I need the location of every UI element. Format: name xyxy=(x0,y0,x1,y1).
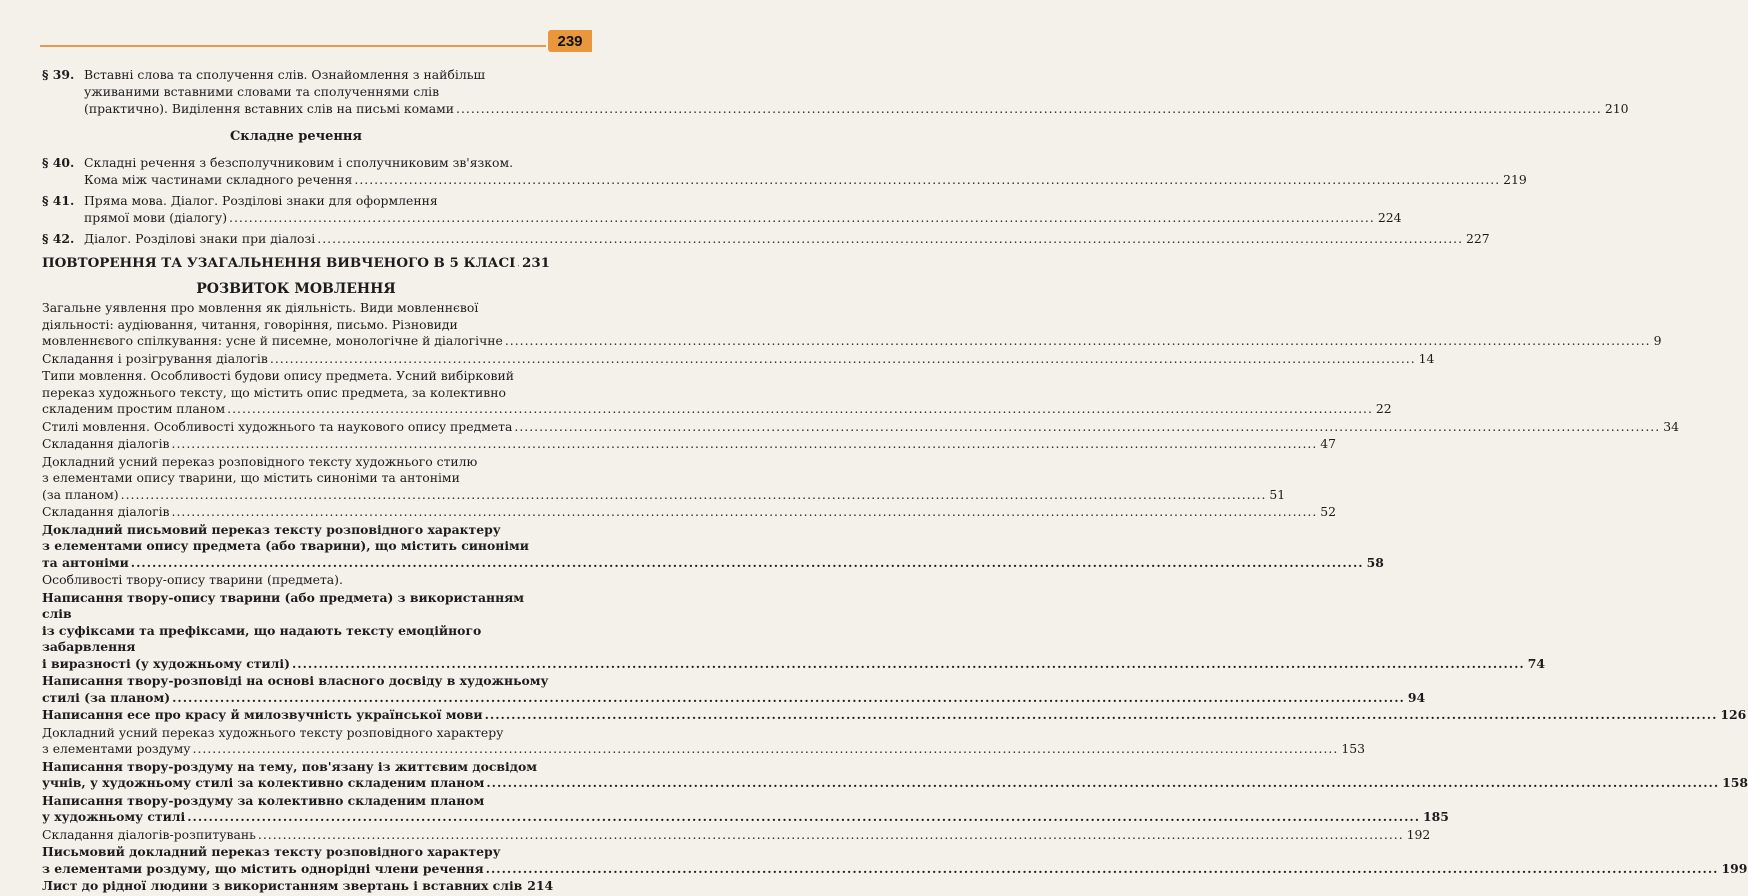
section-page: 219 xyxy=(1503,172,1527,187)
entry-page: 94 xyxy=(1407,689,1426,705)
toc-entry[interactable] xyxy=(42,589,1545,673)
entry-page: 214 xyxy=(527,878,554,893)
entry-line: Написання твору-розповіді на основі власного досвіду в художньому xyxy=(42,673,549,688)
entry-text: учнів, у художньому стилі за колективно складеним планом xyxy=(42,775,485,790)
entry-last-line xyxy=(42,418,1679,436)
section-line: Пряма мова. Діалог. Розділові знаки для оформлення xyxy=(84,193,438,208)
entry-last-line xyxy=(42,572,550,589)
section-text: Кома між частинами складного речення xyxy=(84,172,353,187)
entry-text: Лист до рідної людини з використанням звертань і вставних слів xyxy=(42,878,523,893)
toc-entry[interactable] xyxy=(42,707,1747,724)
toc-section[interactable] xyxy=(42,66,1629,117)
section-last-line xyxy=(84,230,1490,247)
section-page: 210 xyxy=(1604,101,1629,116)
toc-entry[interactable] xyxy=(42,504,1337,521)
header-rule xyxy=(40,45,546,47)
toc-section[interactable] xyxy=(42,192,1402,226)
leader-dots xyxy=(485,707,1718,724)
entry-line: Написання твору-роздуму на тему, пов'язану із життєвим досвідом xyxy=(42,758,538,774)
entry-page: 9 xyxy=(1653,333,1662,348)
entry-line: Типи мовлення. Особливості будови опису предмета. Усний вибірковий xyxy=(42,368,515,383)
section-body xyxy=(84,66,1628,117)
entry-text: складеним простим планом xyxy=(42,401,226,416)
entry-text: Стилі мовлення. Особливості художнього та наукового опису предмета xyxy=(42,418,513,434)
entry-page: 126 xyxy=(1720,707,1747,722)
leader-dots xyxy=(258,827,1404,844)
entry-line: із суфіксами та префіксами, що надають тексту емоційного забарвлення xyxy=(42,622,482,654)
sections-list xyxy=(42,154,1527,247)
entry-page: 52 xyxy=(1320,504,1337,519)
entry-page: 34 xyxy=(1663,418,1679,434)
entry-line: Написання твору-роздуму за колективно складеним планом xyxy=(42,792,485,808)
leader-dots xyxy=(486,861,1719,878)
leader-dots xyxy=(317,230,1463,247)
section-line: Вставні слова та сполучення слів. Ознайомлення з найбільш xyxy=(84,67,485,82)
entry-page: 153 xyxy=(1341,741,1365,756)
section-body xyxy=(84,154,1527,188)
entry-last-line xyxy=(42,333,1662,350)
entry-line: Докладний письмовий переказ тексту розповідного характеру xyxy=(42,521,501,537)
entry-last-line xyxy=(42,486,1286,504)
toc-entry[interactable] xyxy=(42,418,1679,436)
section-page: 224 xyxy=(1377,210,1402,225)
leader-dots xyxy=(227,401,1373,418)
toc-section[interactable] xyxy=(42,154,1527,188)
entry-page: 192 xyxy=(1406,826,1431,842)
leader-dots xyxy=(292,656,1525,673)
review-title: ПОВТОРЕННЯ ТА УЗАГАЛЬНЕННЯ ВИВЧЕНОГО В 5 КЛАСІ xyxy=(42,255,516,271)
toc-entry[interactable] xyxy=(42,436,1337,453)
leader-dots xyxy=(517,255,519,271)
review-page: 231 xyxy=(522,255,550,271)
entry-last-line xyxy=(42,504,1337,521)
entry-text: і виразності (у художньому стилі) xyxy=(42,655,290,671)
leader-dots xyxy=(172,504,1318,521)
entry-line: Докладний усний переказ розповідного тексту художнього стилю xyxy=(42,453,478,469)
toc-entry[interactable] xyxy=(42,844,1748,877)
entry-last-line xyxy=(42,775,1748,792)
toc-entry[interactable] xyxy=(42,826,1431,844)
entry-page: 158 xyxy=(1722,775,1748,790)
entry-page: 74 xyxy=(1527,655,1545,671)
section-text: (практично). Виділення вставних слів на письмі комами xyxy=(84,101,455,116)
development-title: РОЗВИТОК МОВЛЕННЯ xyxy=(196,281,396,297)
entry-text: стилі (за планом) xyxy=(42,689,171,705)
leader-dots xyxy=(505,333,1651,350)
entry-last-line xyxy=(42,401,1392,418)
entry-line: Докладний усний переказ художнього тексту розповідного характеру xyxy=(42,724,504,740)
subhead-complex-sentence: Складне речення xyxy=(229,129,363,144)
entry-text: з елементами роздуму xyxy=(42,741,191,756)
leader-dots xyxy=(270,351,1416,368)
leader-dots xyxy=(172,690,1405,707)
entry-page: 14 xyxy=(1418,350,1435,366)
entry-line: діяльності: аудіювання, читання, говоріння, письмо. Різновиди xyxy=(42,316,458,332)
toc-entry[interactable] xyxy=(42,572,550,589)
entry-text: Написання есе про красу й милозвучність української мови xyxy=(42,707,483,722)
entry-last-line xyxy=(42,809,1449,826)
entry-line: Написання твору-опису тварини (або предмета) з використанням слів xyxy=(42,589,525,621)
leader-dots xyxy=(131,555,1364,572)
toc-entry[interactable] xyxy=(42,673,1426,706)
entry-text: Складання діалогів xyxy=(42,436,170,451)
entry-line: Загальне уявлення про мовлення як діяльність. Види мовленнєвої xyxy=(42,300,479,315)
page-number: 239 xyxy=(548,30,592,52)
toc-entry[interactable] xyxy=(42,350,1435,368)
entry-line: з елементами опису тварини, що містить синоніми та антоніми xyxy=(42,470,460,485)
table-of-contents xyxy=(42,66,1748,896)
entry-text: Складання діалогів-розпитувань xyxy=(42,826,256,842)
section-body xyxy=(84,230,1490,247)
entry-text: та антоніми xyxy=(42,554,129,570)
sections-top xyxy=(42,66,1629,117)
entry-last-line xyxy=(42,554,1384,572)
section-number: § 41. xyxy=(42,193,75,208)
entry-last-line xyxy=(42,741,1365,758)
leader-dots xyxy=(187,809,1420,826)
section-number: § 40. xyxy=(42,155,75,170)
entry-page: 51 xyxy=(1269,486,1286,502)
leader-dots xyxy=(486,775,1719,792)
leader-dots xyxy=(172,436,1318,453)
section-last-line xyxy=(84,171,1527,188)
entry-page: 185 xyxy=(1423,809,1449,824)
entry-last-line xyxy=(42,826,1431,844)
entry-line: переказ художнього тексту, що містить опис предмета, за колективно xyxy=(42,384,506,400)
entry-last-line xyxy=(42,655,1545,673)
entry-last-line xyxy=(42,436,1337,453)
entry-page: 22 xyxy=(1375,401,1392,416)
leader-dots xyxy=(193,741,1339,758)
section-text: прямої мови (діалогу) xyxy=(84,210,228,225)
entry-text: Особливості твору-опису тварини (предмета). xyxy=(42,572,343,587)
leader-dots xyxy=(121,487,1267,504)
toc-entry[interactable] xyxy=(42,368,1392,418)
entry-last-line xyxy=(42,350,1435,368)
section-body xyxy=(84,192,1401,226)
toc-entry[interactable] xyxy=(42,300,1662,350)
toc-entry[interactable] xyxy=(42,453,1286,504)
section-last-line xyxy=(84,100,1628,117)
entry-text: мовленнєвого спілкування: усне й писемне, монологічне й діалогічне xyxy=(42,333,503,348)
entry-last-line xyxy=(42,878,554,895)
section-number: § 39. xyxy=(42,67,75,82)
entry-text: Складання діалогів xyxy=(42,504,170,519)
section-line: Складні речення з безсполучниковим і сполучниковим зв'язком. xyxy=(84,155,514,170)
entry-last-line xyxy=(42,707,1747,724)
toc-entry[interactable] xyxy=(42,521,1384,572)
toc-entry[interactable] xyxy=(42,758,1748,792)
section-line: уживаними вставними словами та сполученнями слів xyxy=(84,84,440,99)
entry-last-line xyxy=(42,689,1426,707)
entry-text: (за планом) xyxy=(42,486,119,502)
entry-text: Складання і розігрування діалогів xyxy=(42,350,268,366)
entry-line: Письмовий докладний переказ тексту розповідного характеру xyxy=(42,844,501,859)
toc-entry[interactable] xyxy=(42,878,554,895)
section-last-line xyxy=(84,209,1401,226)
entry-last-line xyxy=(42,860,1748,878)
entry-text: у художньому стилі xyxy=(42,809,186,824)
toc-entry[interactable] xyxy=(42,724,1365,758)
section-text: Діалог. Розділові знаки при діалозі xyxy=(84,231,316,246)
entry-text: з елементами роздуму, що містить однорідні члени речення xyxy=(42,860,484,876)
leader-dots xyxy=(514,419,1660,436)
leader-dots xyxy=(354,171,1500,188)
entry-page: 58 xyxy=(1366,554,1384,570)
review-entry[interactable] xyxy=(42,255,550,271)
development-entries xyxy=(42,300,1748,895)
toc-section[interactable] xyxy=(42,230,1490,247)
section-number: § 42. xyxy=(42,231,75,246)
leader-dots xyxy=(229,209,1375,226)
entry-page: 199 xyxy=(1721,860,1748,876)
section-page: 227 xyxy=(1466,231,1490,246)
entry-line: з елементами опису предмета (або тварини), що містить синоніми xyxy=(42,538,529,553)
toc-entry[interactable] xyxy=(42,792,1449,826)
leader-dots xyxy=(456,100,1602,117)
entry-page: 47 xyxy=(1320,436,1337,451)
